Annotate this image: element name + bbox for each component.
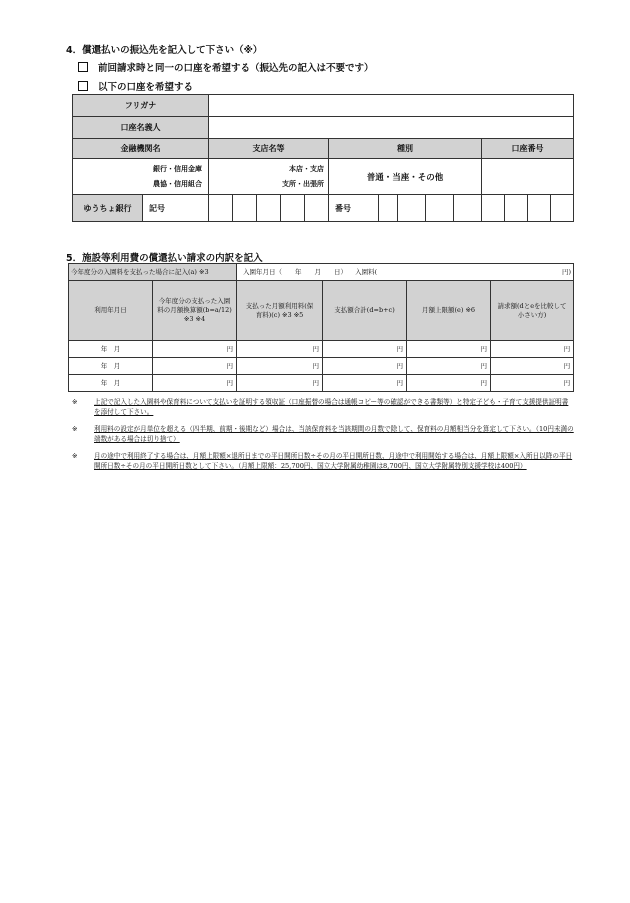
entry-fee-field[interactable] bbox=[237, 264, 574, 281]
branch-field[interactable] bbox=[209, 159, 329, 195]
row-month[interactable]: 年 月 bbox=[69, 341, 153, 358]
row-cap[interactable]: 円 bbox=[407, 375, 491, 392]
row-cap[interactable]: 円 bbox=[407, 341, 491, 358]
kigo-digit-box[interactable] bbox=[257, 195, 329, 222]
bangou-digit-box[interactable] bbox=[482, 195, 505, 222]
note-item bbox=[72, 398, 574, 417]
sub-branch-option: 支所・出張所 bbox=[282, 179, 325, 188]
bangou-digit-box[interactable] bbox=[379, 195, 398, 222]
account-holder-label: 口座名義人 bbox=[73, 117, 209, 139]
yucho-label: ゆうちょ銀行 bbox=[73, 195, 143, 222]
bank-account-table bbox=[72, 94, 574, 222]
coop-type-option: 農協・信用組合 bbox=[153, 179, 203, 188]
table-row bbox=[69, 341, 574, 358]
new-account-option[interactable] bbox=[78, 79, 193, 93]
row-converted[interactable]: 円 bbox=[153, 375, 237, 392]
row-claim[interactable]: 円 bbox=[491, 358, 574, 375]
checkbox[interactable] bbox=[78, 62, 88, 72]
account-number-field[interactable] bbox=[482, 159, 574, 195]
note-text: 上記で記入した入園料や保育料について支払いを証明する領収証（口座振替の場合は通帳コピー等の確認ができる書類等）と特定子ども・子育て支援提供証明書を添付して下さい。 bbox=[94, 398, 569, 416]
bank-type-option: 銀行・信用金庫 bbox=[153, 164, 203, 173]
note-text: 利用料の設定が月単位を超える（四半期、前期・後期など）場合は、当該保育料を当該期間の月数で除して、保育料の月額相当分を算定して下さい。（10円未満の端数がある場合は切り捨て） bbox=[94, 425, 574, 443]
institution-header: 金融機関名 bbox=[73, 139, 209, 159]
table-row bbox=[69, 375, 574, 392]
checkbox[interactable] bbox=[78, 81, 88, 91]
row-paid[interactable]: 円 bbox=[237, 341, 323, 358]
notes-list bbox=[72, 398, 574, 479]
bangou-digit-box[interactable] bbox=[426, 195, 454, 222]
account-number-header: 口座番号 bbox=[482, 139, 574, 159]
new-account-label: 以下の口座を希望する bbox=[98, 82, 194, 93]
row-total[interactable]: 円 bbox=[323, 375, 407, 392]
note-mark: ※ bbox=[72, 425, 78, 433]
branch-header: 支店名等 bbox=[209, 139, 329, 159]
row-month[interactable]: 年 月 bbox=[69, 375, 153, 392]
bangou-label: 番号 bbox=[335, 203, 352, 213]
row-total[interactable]: 円 bbox=[323, 358, 407, 375]
claim-header: 請求額(dとeを比較して小さい方) bbox=[491, 281, 574, 341]
total-header: 支払額合計(d=b+c) bbox=[323, 281, 407, 341]
cap-header: 月額上限額(e) ※6 bbox=[407, 281, 491, 341]
bangou-digit-box[interactable] bbox=[398, 195, 426, 222]
row-month[interactable]: 年 月 bbox=[69, 358, 153, 375]
row-total[interactable]: 円 bbox=[323, 341, 407, 358]
bangou-digit-box[interactable] bbox=[528, 195, 551, 222]
entry-date-label: 入園年月日（ 年 月 日） bbox=[243, 267, 348, 276]
yucho-kigo-cell[interactable] bbox=[143, 195, 209, 222]
yucho-bangou-cell bbox=[329, 195, 379, 222]
kigo-label: 記号 bbox=[149, 203, 165, 213]
account-holder-field[interactable] bbox=[209, 117, 574, 139]
table-row bbox=[69, 358, 574, 375]
row-paid[interactable]: 円 bbox=[237, 375, 323, 392]
section5-title: 5．施設等利用費の償還払い請求の内訳を記入 bbox=[66, 253, 263, 264]
row-converted[interactable]: 円 bbox=[153, 358, 237, 375]
bangou-digit-box[interactable] bbox=[505, 195, 528, 222]
note-mark: ※ bbox=[72, 452, 78, 460]
note-mark: ※ bbox=[72, 398, 78, 406]
section4-title: 4．償還払いの振込先を記入して下さい（※） bbox=[66, 45, 263, 56]
main-branch-option: 本店・支店 bbox=[289, 164, 325, 173]
claim-breakdown-table bbox=[68, 263, 574, 392]
institution-field[interactable] bbox=[73, 159, 209, 195]
paid-fee-header: 支払った月額利用料(保育料)(c) ※3 ※5 bbox=[237, 281, 323, 341]
furigana-field[interactable] bbox=[209, 95, 574, 117]
bangou-digit-box[interactable] bbox=[454, 195, 482, 222]
same-account-label: 前回請求時と同一の口座を希望する（振込先の記入は不要です） bbox=[98, 63, 374, 74]
month-header: 利用年月日 bbox=[69, 281, 153, 341]
converted-fee-header: 今年度分の支払った入園料の月額換算額(b=a/12) ※3 ※4 bbox=[153, 281, 237, 341]
bangou-digit-box[interactable] bbox=[551, 195, 574, 222]
account-type-field[interactable]: 普通・当座・その他 bbox=[329, 159, 482, 195]
note-item bbox=[72, 452, 574, 471]
account-type-header: 種別 bbox=[329, 139, 482, 159]
furigana-label: フリガナ bbox=[73, 95, 209, 117]
entry-fee-yen: 円) bbox=[562, 267, 572, 276]
row-claim[interactable]: 円 bbox=[491, 375, 574, 392]
note-item bbox=[72, 425, 574, 444]
row-converted[interactable]: 円 bbox=[153, 341, 237, 358]
entry-fee-amount-label: 入園料( bbox=[355, 267, 378, 276]
kigo-digit-box[interactable] bbox=[209, 195, 257, 222]
same-account-option[interactable] bbox=[78, 60, 374, 74]
row-cap[interactable]: 円 bbox=[407, 358, 491, 375]
row-claim[interactable]: 円 bbox=[491, 341, 574, 358]
row-paid[interactable]: 円 bbox=[237, 358, 323, 375]
note-text: 月の途中で利用終了する場合は、月額上限額×退所日までの平日開所日数÷その月の平日開所日数、月途中で利用開始する場合は、月額上限額×入所日以降の平日開所日数÷その月の平日開所日数として下さい。（月額上限額：25,700円、国立大学附属幼稚園は8,700円、国立大学附属特別支援学校は400円） bbox=[94, 452, 573, 470]
entry-fee-label: 今年度分の入園料を支払った場合に記入(a) ※3 bbox=[69, 264, 237, 281]
